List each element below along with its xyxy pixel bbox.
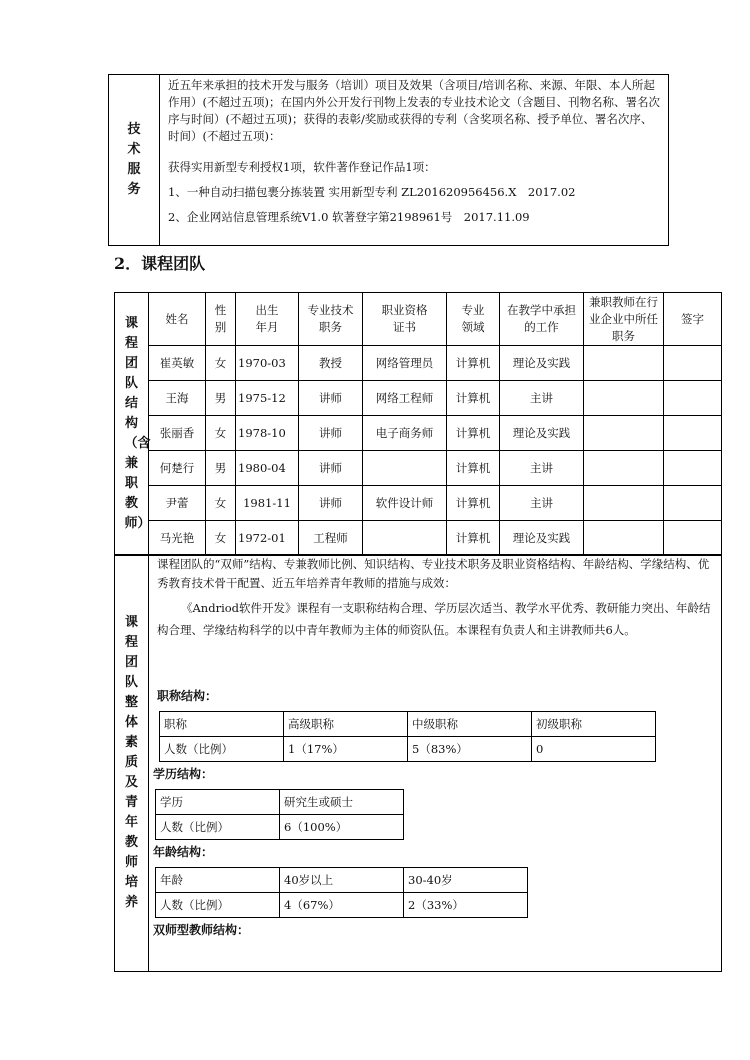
header-name: 姓名 [149, 293, 206, 346]
table-row [156, 790, 404, 815]
table-row [160, 712, 656, 737]
table-row [156, 868, 528, 893]
cell: 30-40岁 [404, 868, 528, 893]
cell: 中级职称 [408, 712, 532, 737]
cell-parttime [584, 486, 664, 521]
cell-gender: 男 [206, 381, 236, 416]
cell: 2（33%） [404, 893, 528, 918]
cell-gender: 女 [206, 486, 236, 521]
edu-struct-label: 学历结构： [153, 767, 214, 781]
cell-parttime [584, 521, 664, 556]
cell-gender: 女 [206, 521, 236, 556]
cell-name: 马光艳 [149, 521, 206, 556]
quality-paragraph: 《Andriod软件开发》课程有一支职称结构合理、学历层次适当、教学水平优秀、教研能力突出、年龄结构合理、学缘结构科学的以中青年教师为主体的师资队伍。本课程有负责人和主讲教师共6人。 [157, 601, 711, 637]
cell-gender: 女 [206, 346, 236, 381]
cell: 6（100%） [280, 815, 404, 840]
section-title: 2．课程团队 [114, 254, 206, 273]
title-struct-table [159, 711, 656, 762]
cell-work: 理论及实践 [500, 346, 584, 381]
cell: 高级职称 [284, 712, 408, 737]
cell-work: 主讲 [500, 451, 584, 486]
cell-birth: 1981-11 [236, 486, 299, 521]
cell: 0 [532, 737, 656, 762]
table-row [115, 521, 722, 556]
team-table [114, 292, 722, 556]
edu-struct-table [155, 789, 404, 840]
table-row [115, 381, 722, 416]
cell-cert [363, 521, 447, 556]
cell-field: 计算机 [447, 486, 500, 521]
cell-birth: 1975-12 [236, 381, 299, 416]
cell-cert: 网络管理员 [363, 346, 447, 381]
cell-work: 主讲 [500, 486, 584, 521]
tech-service-item: 2、企业网站信息管理系统V1.0 软著登字第2198961号 2017.11.09 [168, 210, 530, 224]
cell: 5（83%） [408, 737, 532, 762]
cell-name: 张丽香 [149, 416, 206, 451]
table-row [160, 737, 656, 762]
title-struct-label: 职称结构： [157, 689, 218, 703]
tech-service-prompt: 近五年来承担的技术开发与服务（培训）项目及效果（含项目/培训名称、来源、年限、本人所起作用）(不超过五项)；在国内外公开发行刊物上发表的专业技术论文（含题目、刊物名称、署名次序与时间）(不超过五项)；获得的表彰/奖励或获得的专利（含奖项名称、授予单位、署名次序、时间）(不超过五项)： [168, 78, 660, 143]
header-sign: 签字 [664, 293, 722, 346]
tech-service-table [108, 74, 669, 246]
cell-title: 教授 [299, 346, 363, 381]
header-field: 专业领域 [447, 293, 500, 346]
cell-field: 计算机 [447, 521, 500, 556]
cell-work: 理论及实践 [500, 521, 584, 556]
cell-sign [664, 416, 722, 451]
cell-title: 讲师 [299, 486, 363, 521]
cell-birth: 1978-10 [236, 416, 299, 451]
cell-work: 主讲 [500, 381, 584, 416]
cell-field: 计算机 [447, 346, 500, 381]
cell-cert [363, 451, 447, 486]
cell: 学历 [156, 790, 280, 815]
cell-parttime [584, 346, 664, 381]
tech-service-item: 1、一种自动扫描包裹分拣装置 实用新型专利 ZL201620956456.X 2017.02 [168, 185, 576, 199]
dual-struct-label: 双师型教师结构： [153, 923, 250, 937]
age-struct-table [155, 867, 528, 918]
tech-service-summary: 获得实用新型专利授权1项，软件著作登记作品1项： [168, 160, 436, 174]
cell-parttime [584, 416, 664, 451]
cell: 1（17%） [284, 737, 408, 762]
cell: 40岁以上 [280, 868, 404, 893]
header-cert: 职业资格证书 [363, 293, 447, 346]
cell-gender: 男 [206, 451, 236, 486]
cell-name: 何楚行 [149, 451, 206, 486]
quality-content [149, 555, 722, 972]
cell-name: 崔英敏 [149, 346, 206, 381]
cell-sign [664, 346, 722, 381]
table-row [115, 451, 722, 486]
cell: 初级职称 [532, 712, 656, 737]
cell-field: 计算机 [447, 381, 500, 416]
cell: 4（67%） [280, 893, 404, 918]
cell-parttime [584, 451, 664, 486]
cell-field: 计算机 [447, 451, 500, 486]
header-parttime: 兼职教师在行业企业中所任职务 [584, 293, 664, 346]
header-birth: 出生年月 [236, 293, 299, 346]
cell-cert: 网络工程师 [363, 381, 447, 416]
cell-title: 讲师 [299, 381, 363, 416]
cell-work: 理论及实践 [500, 416, 584, 451]
quality-intro: 课程团队的“双师”结构、专兼教师比例、知识结构、专业技术职务及职业资格结构、年龄结构、学缘结构、优秀教育技术骨干配置、近五年培养青年教师的措施与成效： [157, 557, 710, 590]
header-gender: 性别 [206, 293, 236, 346]
header-work: 在教学中承担的工作 [500, 293, 584, 346]
cell-sign [664, 451, 722, 486]
cell-name: 王海 [149, 381, 206, 416]
tech-service-side-label: 技术服务 [109, 75, 160, 246]
table-row [156, 893, 528, 918]
cell-field: 计算机 [447, 416, 500, 451]
header-title: 专业技术职务 [299, 293, 363, 346]
cell-sign [664, 486, 722, 521]
cell-title: 讲师 [299, 451, 363, 486]
cell: 人数（比例） [156, 893, 280, 918]
cell: 职称 [160, 712, 284, 737]
quality-side-label: 课程团队整体素质及青年教师培养 [115, 555, 149, 972]
cell: 研究生或硕士 [280, 790, 404, 815]
age-struct-label: 年龄结构： [153, 845, 214, 859]
cell-sign [664, 381, 722, 416]
table-row [115, 346, 722, 381]
cell: 年龄 [156, 868, 280, 893]
cell-title: 工程师 [299, 521, 363, 556]
cell-parttime [584, 381, 664, 416]
cell-cert: 电子商务师 [363, 416, 447, 451]
cell-sign [664, 521, 722, 556]
table-row [156, 815, 404, 840]
table-row [115, 416, 722, 451]
cell-birth: 1970-03 [236, 346, 299, 381]
cell-title: 讲师 [299, 416, 363, 451]
cell: 人数（比例） [156, 815, 280, 840]
cell: 人数（比例） [160, 737, 284, 762]
tech-service-content [160, 75, 669, 246]
table-row [115, 486, 722, 521]
quality-table [114, 554, 722, 972]
cell-birth: 1972-01 [236, 521, 299, 556]
team-side-label: 课程团队结构（含兼职教师） [115, 293, 149, 556]
cell-gender: 女 [206, 416, 236, 451]
cell-name: 尹蕾 [149, 486, 206, 521]
cell-cert: 软件设计师 [363, 486, 447, 521]
cell-birth: 1980-04 [236, 451, 299, 486]
